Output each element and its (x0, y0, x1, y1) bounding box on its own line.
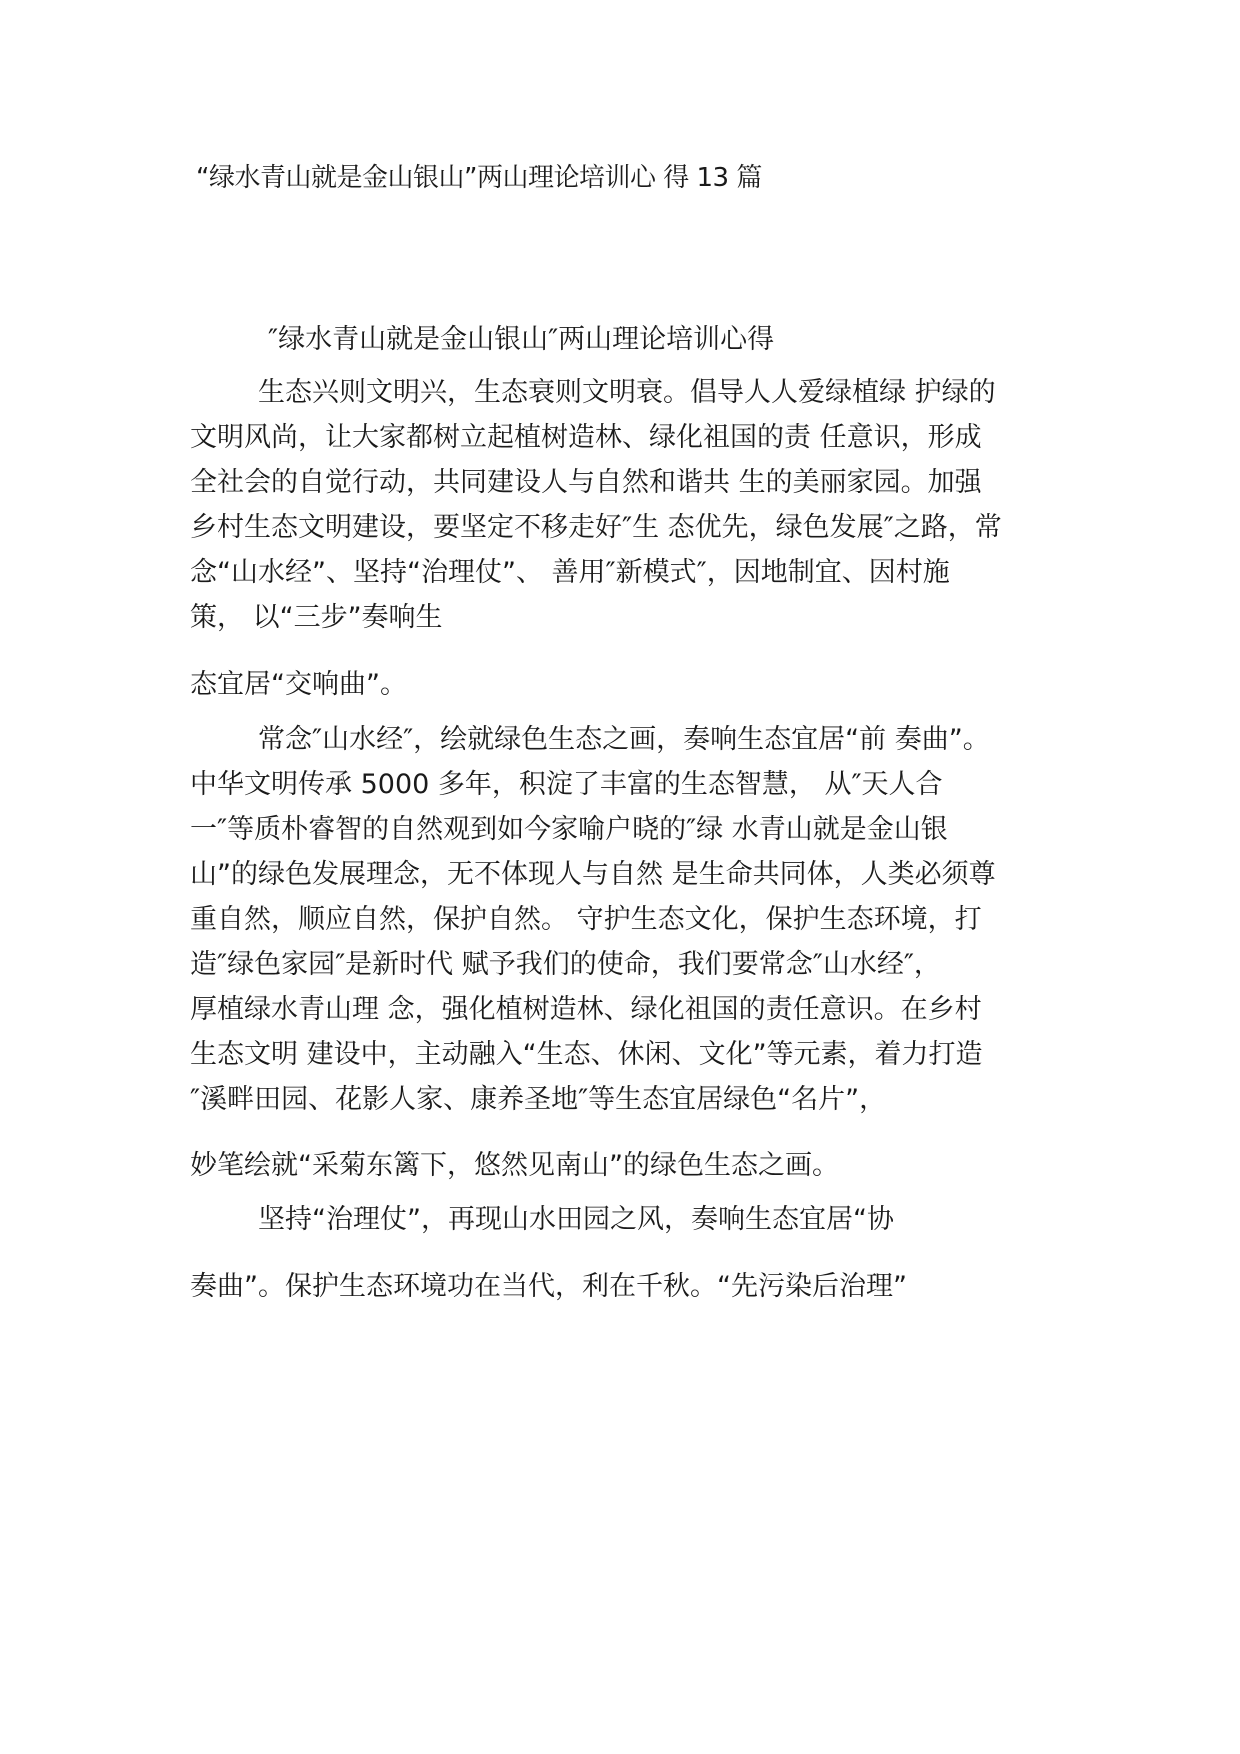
paragraph-line: 常念″山水经″，绘就绿色生态之画，奏响生态宜居“前 奏曲”。 (258, 724, 990, 755)
paragraph-line: ″溪畔田园、花影人家、康养圣地″等生态宜居绿色“名片”， (190, 1084, 887, 1115)
paragraph-line: 坚持“治理仗”，再现山水田园之风，奏响生态宜居“协 (258, 1204, 894, 1235)
paragraph-line: 重自然，顺应自然，保护自然。 守护生态文化，保护生态环境，打 (190, 904, 982, 935)
paragraph-line: 文明风尚，让大家都树立起植树造林、绿化祖国的责 任意识，形成 (190, 422, 982, 453)
paragraph-line: 乡村生态文明建设，要坚定不移走好″生 态优先，绿色发展″之路，常 (190, 512, 1002, 543)
paragraph-line: 态宜居“交响曲”。 (190, 669, 407, 700)
section-heading: ″绿水青山就是金山银山″两山理论培训心得 (268, 324, 775, 355)
paragraph-line: 中华文明传承 5000 多年，积淀了丰富的生态智慧， 从″天人合 (190, 769, 943, 800)
paragraph-line: 奏曲”。保护生态环境功在当代，利在千秋。“先污染后治理” (190, 1271, 907, 1302)
paragraph-line: 生态兴则文明兴，生态衰则文明衰。倡导人人爱绿植绿 护绿的 (258, 377, 996, 408)
paragraph-line: 策， 以“三步”奏响生 (190, 602, 443, 633)
paragraph-line: 厚植绿水青山理 念，强化植树造林、绿化祖国的责任意识。在乡村 (190, 994, 982, 1025)
paragraph-line: 生态文明 建设中，主动融入“生态、休闲、文化”等元素，着力打造 (190, 1039, 983, 1070)
paragraph-line: 妙笔绘就“采菊东篱下，悠然见南山”的绿色生态之画。 (190, 1150, 839, 1181)
document-title: “绿水青山就是金山银山”两山理论培训心 得 13 篇 (196, 163, 762, 193)
paragraph-line: 全社会的自觉行动，共同建设人与自然和谐共 生的美丽家园。加强 (190, 467, 982, 498)
paragraph-line: 造″绿色家园″是新时代 赋予我们的使命，我们要常念″山水经″， (190, 949, 941, 980)
paragraph-line: 山”的绿色发展理念，无不体现人与自然 是生命共同体，人类必须尊 (190, 859, 996, 890)
paragraph-line: 一″等质朴睿智的自然观到如今家喻户晓的″绿 水青山就是金山银 (190, 814, 948, 845)
paragraph-line: 念“山水经”、坚持“治理仗”、 善用″新模式″，因地制宜、因村施 (190, 557, 950, 588)
